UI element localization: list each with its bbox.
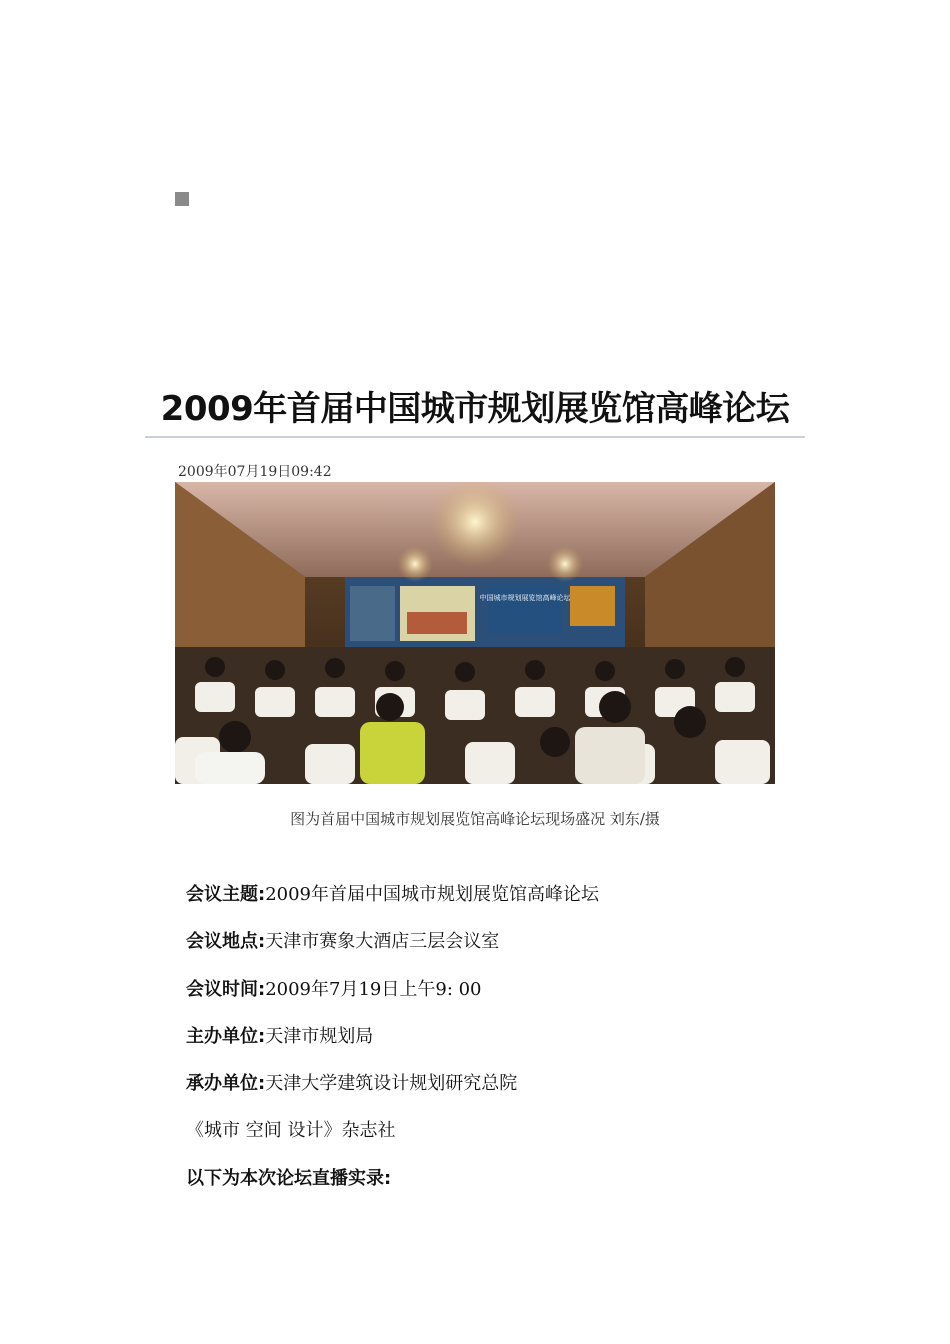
detail-label: 会议时间: — [186, 979, 266, 1000]
bullet-square-icon — [175, 192, 189, 206]
detail-label: 承办单位: — [186, 1073, 266, 1094]
photo-caption: 图为首届中国城市规划展览馆高峰论坛现场盛况 刘东/摄 — [290, 810, 660, 828]
detail-row-location — [186, 927, 499, 953]
detail-label: 会议地点: — [186, 931, 266, 952]
detail-value: 2009年首届中国城市规划展览馆高峰论坛 — [265, 884, 600, 905]
detail-value: 天津市规划局 — [265, 1026, 374, 1047]
detail-label: 会议主题: — [186, 884, 266, 905]
detail-row-theme — [186, 880, 599, 906]
detail-value: 天津市赛象大酒店三层会议室 — [265, 931, 500, 952]
live-transcript-heading: 以下为本次论坛直播实录: — [186, 1168, 392, 1189]
detail-value: 天津大学建筑设计规划研究总院 — [265, 1073, 518, 1094]
detail-row-host — [186, 1022, 373, 1048]
detail-row-time — [186, 975, 482, 1001]
stage-banner-text: 中国城市规划展览馆高峰论坛 — [479, 594, 571, 602]
conference-photo — [175, 482, 775, 784]
article-datetime: 2009年07月19日09:42 — [178, 464, 332, 480]
article-title: 2009年首届中国城市规划展览馆高峰论坛 — [145, 384, 805, 438]
detail-label: 主办单位: — [186, 1026, 266, 1047]
detail-row-organizer — [186, 1069, 517, 1095]
detail-value: 2009年7月19日上午9: 00 — [265, 979, 482, 1000]
co-organizer: 《城市 空间 设计》杂志社 — [186, 1120, 396, 1141]
